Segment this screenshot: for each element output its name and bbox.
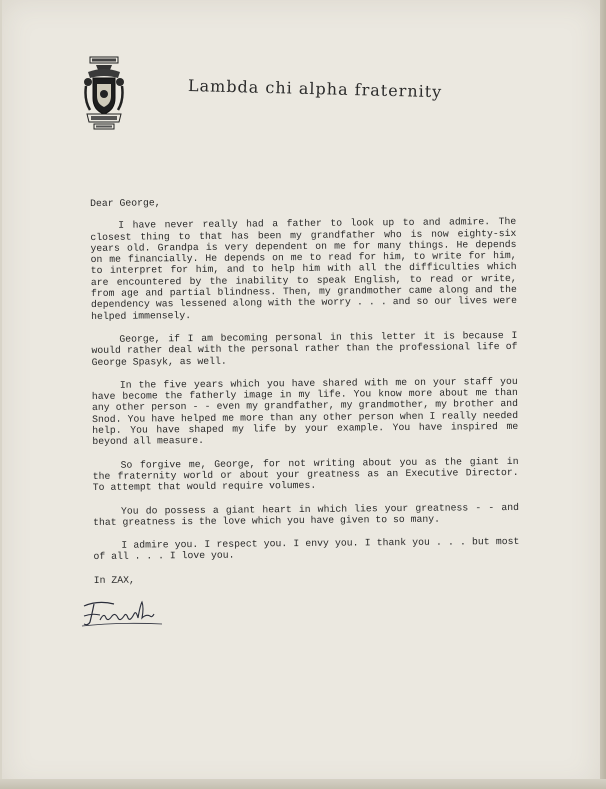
letter-body [90, 194, 520, 586]
letter-page [2, 0, 600, 789]
paragraph-2: George, if I am becoming personal in this letter it is because I would rather deal with the personal rather than the professional life of George Spasyk, as well. [91, 329, 518, 368]
page-edge-bottom [0, 779, 606, 789]
signature [78, 596, 178, 630]
paragraph-5: You do possess a giant heart in which lies your greatness - - and that greatness is the love which you have given to so many. [93, 501, 520, 528]
fraternity-crest-icon [84, 56, 124, 130]
letterhead-title: Lambda chi alpha fraternity [187, 76, 443, 102]
closing: In ZAX, [93, 574, 135, 586]
page-edge [600, 0, 606, 789]
paragraph-1: I have never really had a father to look up to and admire. The closest thing to that has been my grandfather who is now eighty-six years old. Grandpa is very dependent on me for many things. He depends on me financially. He depends on me to read for him, to write for him, to interpret for him, and to help him with all the difficulties which are encountered by the inability to speak English, to read or write, from age and partial blindness. Then, my grandmother came along and the dependency was lessened along with the worry . . . and so our lives were helped immensely. [90, 216, 518, 322]
paragraph-3: In the five years which you have shared with me on your staff you have become the fatherly image in my life. You know more about me than any other person - - even my grandfather, my grandmother, my brother and Snod. You have helped me more than any other person when I really needed help. You have shaped my life by your example. You have inspired me beyond all measure. [91, 375, 519, 448]
paragraph-4: So forgive me, George, for not writing about you as the giant in the fraternity world or about your greatness as an Executive Director. To attempt that would require volumes. [92, 455, 519, 494]
salutation: Dear George, [90, 197, 161, 209]
paragraph-6: I admire you. I respect you. I envy you. I thank you . . . but most of all . . . I love you. [93, 536, 520, 563]
